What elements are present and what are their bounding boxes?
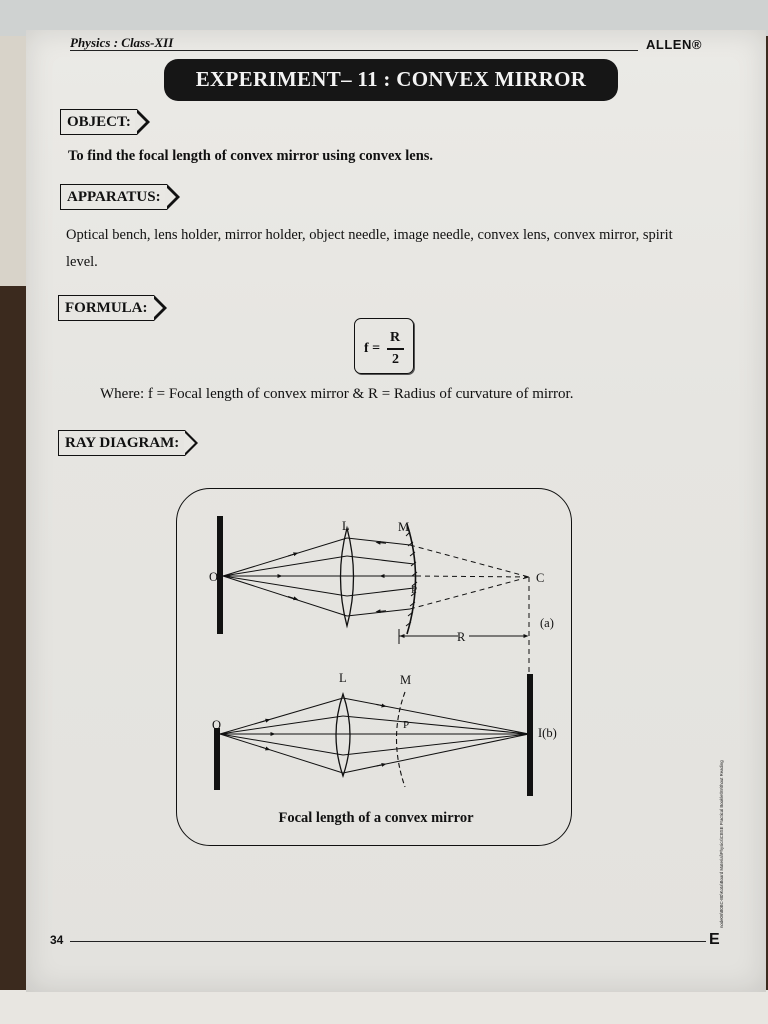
background-bottom	[0, 990, 768, 1024]
side-file-path	[714, 720, 726, 930]
mirror-label-a: M	[398, 520, 410, 534]
image-label-b: I(b)	[538, 726, 557, 740]
brand-logo: ALLEN®	[646, 37, 702, 52]
fraction-bar	[387, 348, 404, 350]
object-label-a: O	[209, 570, 219, 584]
pole-label-a: P	[411, 584, 418, 596]
mirror-label-b: M	[400, 673, 412, 687]
edition-mark: E	[709, 931, 720, 948]
pole-label-b: P	[403, 719, 410, 731]
diagram-part-b	[212, 671, 557, 796]
diagram-caption: Focal length of a convex mirror	[278, 810, 474, 826]
formula-denominator: 2	[392, 352, 399, 367]
background-side	[0, 36, 26, 286]
tag-arrow-icon	[154, 295, 167, 321]
convex-lens-a	[341, 528, 354, 626]
lens-label-a: L	[342, 519, 350, 533]
image-needle-b	[527, 674, 533, 796]
formula-box	[354, 318, 414, 374]
side-path-text: node06\B0BC-B0\Kota\Board Material\Physics\CBSE Practical Booklet\Without Reading	[719, 760, 724, 928]
convex-mirror-a	[407, 524, 416, 634]
apparatus-label: APPARATUS:	[60, 184, 167, 210]
ray-diagram-label: RAY DIAGRAM:	[58, 430, 185, 456]
apparatus-heading	[60, 183, 180, 211]
dashed-extensions-a	[410, 545, 529, 680]
apparatus-text: Optical bench, lens holder, mirror holder, object needle, image needle, convex lens, convex mirror, spirit level.	[66, 227, 673, 270]
formula-where-text: Where: f = Focal length of convex mirror & R = Radius of curvature of mirror.	[100, 386, 574, 402]
formula-label: FORMULA:	[58, 295, 154, 321]
header-subject: Physics : Class-XII	[70, 35, 174, 50]
page-number: 34	[50, 933, 64, 947]
radius-label: R	[457, 630, 466, 644]
ray-diagram	[176, 488, 576, 848]
tag-arrow-icon	[185, 430, 198, 456]
object-heading	[60, 108, 150, 136]
experiment-title: EXPERIMENT– 11 : CONVEX MIRROR	[164, 59, 618, 101]
object-needle-b	[214, 728, 220, 790]
convex-lens-b	[336, 694, 350, 776]
ray-diagram-heading	[58, 429, 198, 457]
diagram-part-a	[209, 516, 554, 680]
tag-arrow-icon	[137, 109, 150, 135]
lens-label-b: L	[339, 671, 347, 685]
object-label-b: O	[212, 718, 222, 732]
header-rule	[70, 50, 638, 51]
part-a-label: (a)	[540, 616, 554, 630]
convex-mirror-b	[397, 692, 406, 787]
formula-numerator: R	[390, 330, 401, 345]
formula-lhs: f =	[364, 341, 381, 356]
formula-heading	[58, 294, 167, 322]
object-text: To find the focal length of convex mirror using convex lens.	[68, 148, 434, 164]
rays-a	[223, 538, 416, 616]
tag-arrow-icon	[167, 184, 180, 210]
rays-b	[220, 698, 529, 773]
centre-label: C	[536, 571, 545, 585]
footer-rule	[70, 941, 706, 942]
object-label: OBJECT:	[60, 109, 137, 135]
